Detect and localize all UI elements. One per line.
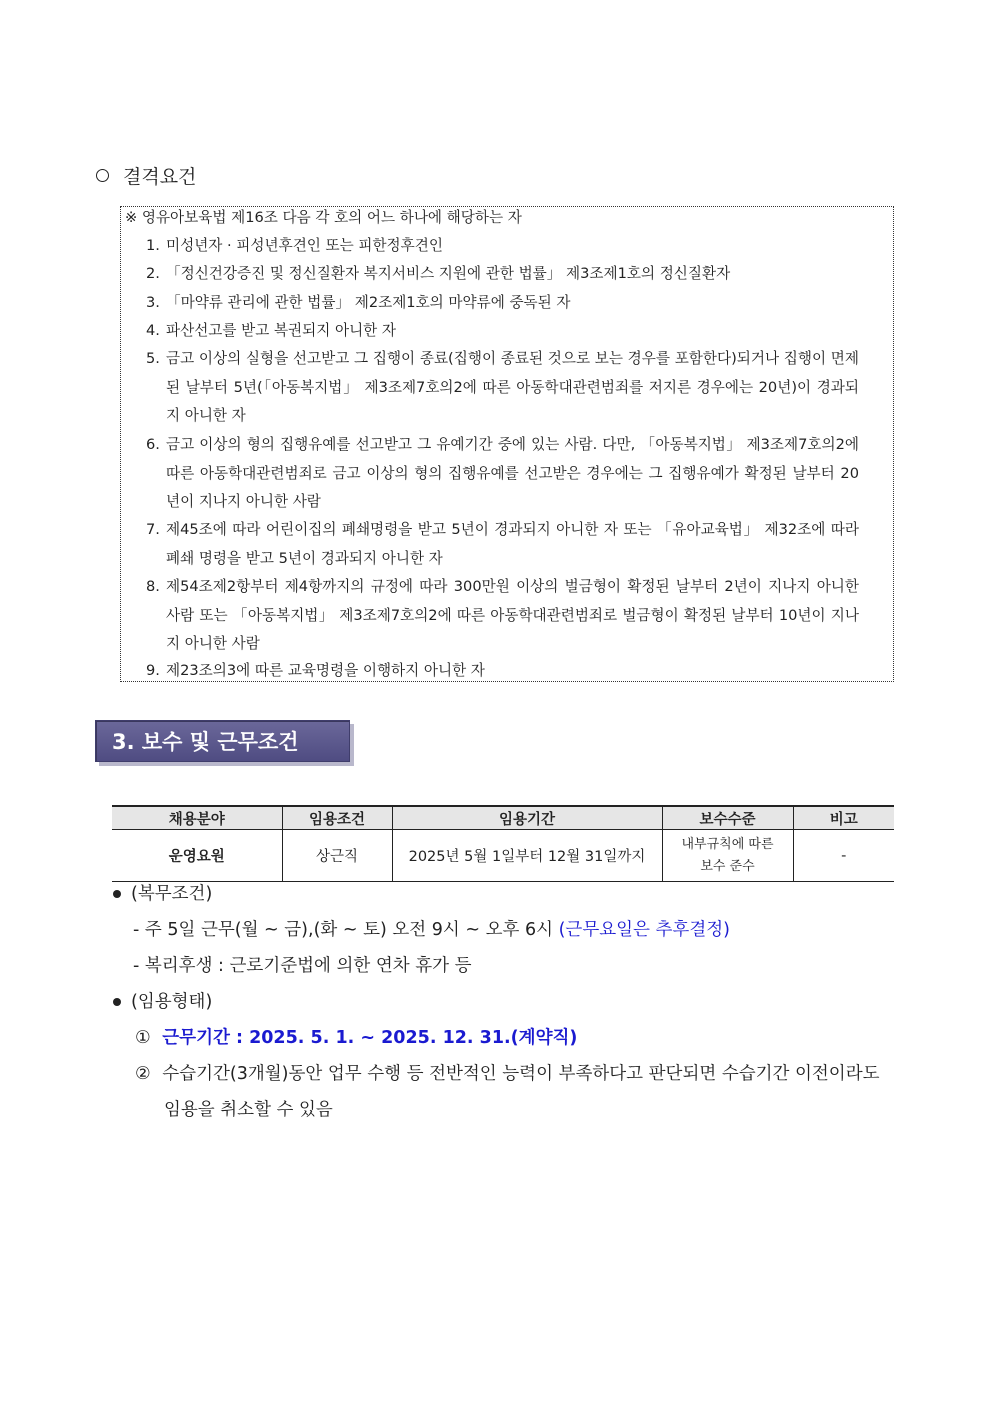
item-number: ① [135, 1028, 151, 1048]
welfare-line: - 복리후생 : 근로기준법에 의한 연차 휴가 등 [133, 956, 472, 976]
item-number: 7. [146, 521, 160, 538]
bullet-dot-icon [113, 890, 121, 898]
list-item [146, 516, 859, 573]
column-header: 보수수준 [662, 806, 793, 830]
list-item [146, 260, 859, 289]
list-item [146, 232, 859, 261]
item-text: 「정신건강증진 및 정신질환자 복지서비스 지원에 관한 법률」 제3조제1호의 정신질환자 [166, 265, 731, 282]
item-number: 8. [146, 578, 160, 595]
item-text: 제23조의3에 따른 교육명령을 이행하지 아니한 자 [166, 662, 485, 679]
probation-text: 수습기간(3개월)동안 업무 수행 등 전반적인 능력이 부족하다고 판단되면 수습기간 이전이라도 [162, 1064, 880, 1084]
item-text: 제45조에 따라 어린이집의 폐쇄명령을 받고 5년이 경과되지 아니한 자 또는 「유아교육법」 제32조에 따라 폐쇄 명령을 받고 5년이 경과되지 아니한 자 [166, 521, 859, 567]
heading-label: 결격요건 [123, 166, 197, 188]
list-item [146, 289, 859, 318]
cell-field: 운영요원 [112, 830, 282, 882]
probation-text-line-2: 임용을 취소할 수 있음 [164, 1100, 333, 1120]
item-number: 1. [146, 237, 160, 254]
list-item [146, 317, 859, 346]
work-hours-text: - 주 5일 근무(월 ~ 금),(화 ~ 토) 오전 9시 ~ 오후 6시 [133, 920, 554, 940]
cell-pay [662, 830, 793, 882]
contract-period: 근무기간 : 2025. 5. 1. ~ 2025. 12. 31.(계약직) [162, 1028, 578, 1048]
item-number: 6. [146, 436, 160, 453]
work-conditions-label [113, 880, 212, 905]
column-header: 채용분야 [112, 806, 282, 830]
item-text: 파산선고를 받고 복권되지 아니한 자 [166, 322, 397, 339]
table-header-row [112, 806, 894, 830]
employment-type-text: (임용형태) [131, 992, 213, 1012]
pay-table [112, 805, 894, 882]
table-row [112, 830, 894, 882]
cell-period: 2025년 5월 1일부터 12월 31일까지 [392, 830, 662, 882]
box-title: ※ 영유아보육법 제16조 다음 각 호의 어느 하나에 해당하는 자 [125, 209, 522, 226]
pay-line-1: 내부규칙에 따른 [681, 836, 774, 852]
column-header: 비고 [793, 806, 894, 830]
work-hours-line [133, 916, 730, 941]
item-text: 「마약류 관리에 관한 법률」 제2조제1호의 마약류에 중독된 자 [166, 294, 571, 311]
list-item [146, 573, 859, 659]
employment-item-2 [135, 1060, 880, 1085]
work-days-note: (근무요일은 추후결정) [558, 920, 730, 940]
section-title: 3. 보수 및 근무조건 [112, 730, 299, 754]
column-header: 임용기간 [392, 806, 662, 830]
circle-bullet-icon [96, 169, 109, 182]
employment-item-1 [135, 1024, 577, 1049]
column-header: 임용조건 [282, 806, 392, 830]
item-text: 미성년자 · 피성년후견인 또는 피한정후견인 [166, 237, 443, 254]
list-item [146, 345, 859, 431]
list-item [146, 657, 859, 686]
item-number: 2. [146, 265, 160, 282]
section-title-tab [95, 720, 350, 762]
item-text: 금고 이상의 형의 집행유예를 선고받고 그 유예기간 중에 있는 사람. 다만, 「아동복지법」 제3조제7호의2에 따른 아동학대관련범죄로 금고 이상의 형의 집행유예를 선고받은 경우에는 그 집행유예가 확정된 날부터 20년이 지나지 아니한 사람 [166, 436, 859, 510]
item-number: 5. [146, 350, 160, 367]
item-number: 3. [146, 294, 160, 311]
item-number: 4. [146, 322, 160, 339]
cell-note: - [793, 830, 894, 882]
employment-type-label [113, 988, 212, 1013]
disqualification-box [120, 206, 894, 682]
item-number: 9. [146, 662, 160, 679]
disqualification-heading [96, 162, 196, 189]
item-text: 제54조제2항부터 제4항까지의 규정에 따라 300만원 이상의 벌금형이 확정된 날부터 2년이 지나지 아니한 사람 또는 「아동복지법」 제3조제7호의2에 따른 아동학대관련범죄로 벌금형이 확정된 날부터 10년이 지나지 아니한 사람 [166, 578, 859, 652]
bullet-dot-icon [113, 998, 121, 1006]
list-item [146, 431, 859, 517]
item-text: 금고 이상의 실형을 선고받고 그 집행이 종료(집행이 종료된 것으로 보는 경우를 포함한다)되거나 집행이 면제된 날부터 5년(「아동복지법」 제3조제7호의2에 따른 아동학대관련범죄를 저지른 경우에는 20년)이 경과되지 아니한 자 [166, 350, 859, 424]
work-conditions-text: (복무조건) [131, 884, 213, 904]
item-number: ② [135, 1064, 151, 1084]
pay-line-2: 보수 준수 [700, 858, 755, 874]
cell-condition: 상근직 [282, 830, 392, 882]
